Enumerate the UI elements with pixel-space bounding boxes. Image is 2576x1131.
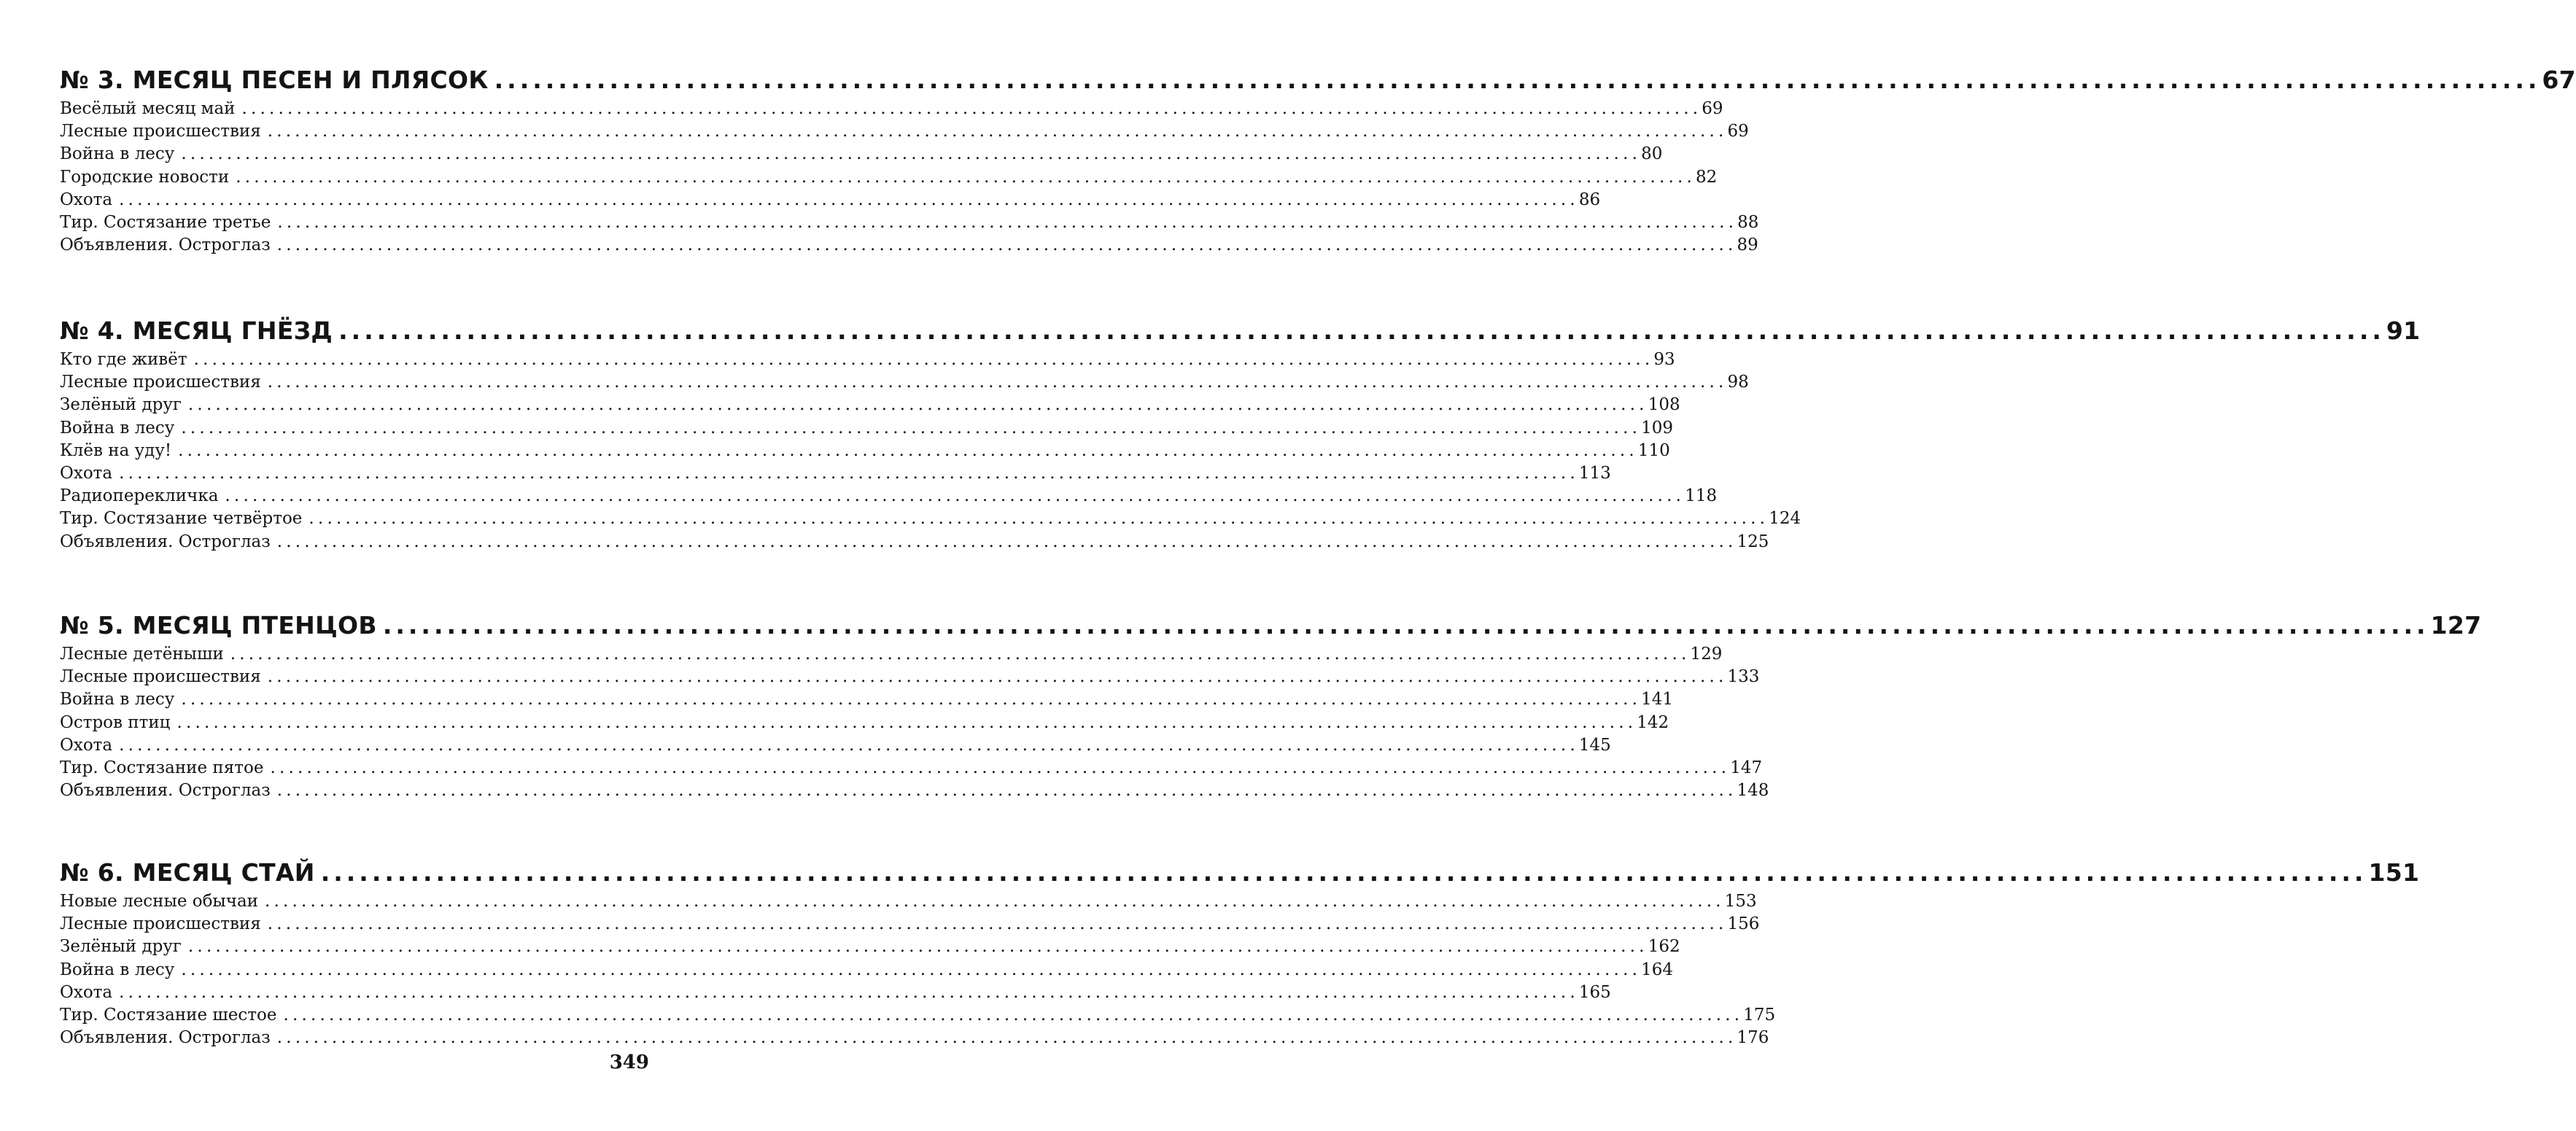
- entry-title: Лесные происшествия: [60, 667, 261, 687]
- entry-title: Новые лесные обычаи: [60, 892, 258, 911]
- entry-title: Остров птиц: [60, 712, 171, 732]
- entry-page-number: 82: [1696, 167, 1718, 187]
- dot-leader: ................................................................................................................................................................: [267, 914, 1728, 934]
- entry-title: Война в лесу: [60, 690, 175, 710]
- entry-title: Тир. Состязание шестое: [60, 1005, 277, 1025]
- toc-entry: [60, 417, 1673, 440]
- entry-title: Война в лесу: [60, 144, 175, 164]
- toc-entry: [60, 462, 1611, 485]
- toc-entry: [60, 349, 1675, 371]
- entry-page-number: 88: [1737, 212, 1759, 232]
- entry-list: [60, 890, 1776, 1049]
- entry-title: Лесные происшествия: [60, 914, 261, 934]
- toc-entry: [60, 508, 1801, 530]
- dot-leader: ................................................................................................................................................................: [338, 316, 2385, 345]
- entry-title: Объявления. Остроглаз: [60, 1028, 271, 1048]
- entry-title: Тир. Состязание пятое: [60, 758, 264, 777]
- entry-page-number: 176: [1737, 1028, 1769, 1048]
- toc-entry: [60, 936, 1680, 958]
- entry-list: [60, 349, 1801, 553]
- dot-leader: ................................................................................................................................................................: [178, 440, 1638, 460]
- dot-leader: ................................................................................................................................................................: [119, 735, 1579, 755]
- dot-leader: ................................................................................................................................................................: [181, 960, 1642, 979]
- toc-entry: [60, 143, 1663, 166]
- entry-page-number: 86: [1578, 190, 1601, 209]
- dot-leader: ................................................................................................................................................................: [309, 509, 1769, 529]
- dot-leader: ................................................................................................................................................................: [276, 532, 1737, 551]
- dot-leader: ................................................................................................................................................................: [265, 892, 1725, 911]
- section-heading: [60, 608, 2482, 643]
- toc-entry: [60, 734, 1611, 757]
- entry-page-number: 156: [1727, 914, 1760, 934]
- dot-leader: ................................................................................................................................................................: [320, 858, 2367, 887]
- entry-page-number: 118: [1685, 486, 1718, 506]
- entry-page-number: 175: [1743, 1005, 1776, 1025]
- entry-page-number: 124: [1769, 509, 1801, 529]
- dot-leader: ................................................................................................................................................................: [276, 781, 1737, 801]
- dot-leader: ................................................................................................................................................................: [382, 611, 2429, 640]
- section-title: № 3. МЕСЯЦ ПЕСЕН И ПЛЯСОК: [60, 66, 489, 94]
- section-title: № 5. МЕСЯЦ ПТЕНЦОВ: [60, 611, 377, 640]
- dot-leader: ................................................................................................................................................................: [119, 190, 1579, 209]
- section-title: № 6. МЕСЯЦ СТАЙ: [60, 858, 315, 887]
- entry-page-number: 162: [1648, 937, 1680, 957]
- toc-section: [60, 63, 2576, 257]
- toc-section: [60, 855, 2420, 1049]
- entry-page-number: 108: [1648, 395, 1680, 415]
- entry-title: Объявления. Остроглаз: [60, 781, 271, 801]
- entry-title: Война в лесу: [60, 960, 175, 979]
- page-number: 349: [609, 1052, 649, 1073]
- toc-entry: [60, 189, 1601, 211]
- entry-page-number: 141: [1641, 690, 1673, 710]
- entry-title: Лесные происшествия: [60, 373, 261, 392]
- entry-page-number: 147: [1730, 758, 1763, 777]
- entry-page-number: 165: [1578, 982, 1611, 1002]
- toc-entry: [60, 890, 1757, 913]
- toc-entry: [60, 913, 1760, 936]
- entry-title: Война в лесу: [60, 418, 175, 438]
- entry-page-number: 142: [1637, 712, 1669, 732]
- entry-title: Охота: [60, 463, 113, 483]
- dot-leader: ................................................................................................................................................................: [225, 486, 1685, 506]
- toc-entry: [60, 757, 1763, 780]
- entry-page-number: 153: [1724, 892, 1757, 911]
- toc-entry: [60, 712, 1669, 734]
- toc-entry: [60, 643, 1723, 666]
- dot-leader: ................................................................................................................................................................: [494, 66, 2541, 94]
- entry-page-number: 98: [1727, 373, 1749, 392]
- toc-entry: [60, 394, 1680, 416]
- entry-page-number: 113: [1578, 463, 1611, 483]
- toc-entry: [60, 120, 1749, 143]
- toc-section: [60, 314, 2421, 553]
- entry-list: [60, 643, 1769, 802]
- toc-entry: [60, 780, 1769, 802]
- dot-leader: ................................................................................................................................................................: [230, 645, 1691, 664]
- toc-section: [60, 608, 2482, 802]
- dot-leader: ................................................................................................................................................................: [119, 463, 1579, 483]
- dot-leader: ................................................................................................................................................................: [276, 1028, 1737, 1048]
- entry-page-number: 110: [1637, 440, 1670, 460]
- entry-page-number: 133: [1727, 667, 1760, 687]
- entry-page-number: 129: [1690, 645, 1723, 664]
- dot-leader: ................................................................................................................................................................: [267, 667, 1728, 687]
- toc-entry: [60, 982, 1611, 1004]
- toc-entry: [60, 371, 1749, 394]
- section-heading: [60, 314, 2421, 349]
- dot-leader: ................................................................................................................................................................: [187, 937, 1648, 957]
- entry-list: [60, 98, 1759, 257]
- entry-title: Охота: [60, 735, 113, 755]
- entry-page-number: 80: [1641, 144, 1663, 164]
- toc-entry: [60, 959, 1673, 982]
- toc-entry: [60, 1027, 1769, 1049]
- entry-page-number: 109: [1641, 418, 1673, 438]
- entry-page-number: 164: [1641, 960, 1673, 979]
- entry-page-number: 69: [1702, 99, 1723, 118]
- section-page-number: 67: [2542, 66, 2576, 94]
- toc-entry: [60, 531, 1769, 553]
- entry-title: Клёв на уду!: [60, 440, 172, 460]
- entry-page-number: 125: [1737, 532, 1769, 551]
- dot-leader: ................................................................................................................................................................: [176, 712, 1637, 732]
- dot-leader: ................................................................................................................................................................: [283, 1005, 1744, 1025]
- entry-title: Охота: [60, 190, 113, 209]
- toc-entry: [60, 666, 1760, 688]
- toc-entry: [60, 98, 1723, 120]
- section-page-number: 151: [2368, 858, 2420, 887]
- entry-title: Объявления. Остроглаз: [60, 532, 271, 551]
- dot-leader: ................................................................................................................................................................: [267, 373, 1728, 392]
- entry-page-number: 69: [1727, 122, 1749, 141]
- dot-leader: ................................................................................................................................................................: [267, 122, 1728, 141]
- entry-title: Зелёный друг: [60, 937, 182, 957]
- toc-entry: [60, 211, 1759, 234]
- entry-title: Лесные детёныши: [60, 645, 224, 664]
- dot-leader: ................................................................................................................................................................: [181, 690, 1642, 710]
- entry-title: Зелёный друг: [60, 395, 182, 415]
- dot-leader: ................................................................................................................................................................: [187, 395, 1648, 415]
- entry-title: Тир. Состязание третье: [60, 212, 271, 232]
- section-page-number: 91: [2386, 316, 2421, 345]
- section-title: № 4. МЕСЯЦ ГНЁЗД: [60, 316, 333, 345]
- dot-leader: ................................................................................................................................................................: [181, 144, 1642, 164]
- toc-entry: [60, 688, 1673, 711]
- dot-leader: ................................................................................................................................................................: [181, 418, 1642, 438]
- entry-title: Охота: [60, 982, 113, 1002]
- toc-entry: [60, 440, 1670, 462]
- entry-title: Городские новости: [60, 167, 230, 187]
- entry-title: Объявления. Остроглаз: [60, 236, 271, 255]
- entry-title: Кто где живёт: [60, 350, 187, 369]
- entry-title: Тир. Состязание четвёртое: [60, 509, 303, 529]
- dot-leader: ................................................................................................................................................................: [119, 982, 1579, 1002]
- entry-page-number: 148: [1737, 781, 1769, 801]
- section-heading: [60, 855, 2420, 890]
- dot-leader: ................................................................................................................................................................: [241, 99, 1702, 118]
- toc-entry: [60, 166, 1718, 189]
- toc-entry: [60, 485, 1718, 508]
- dot-leader: ................................................................................................................................................................: [276, 236, 1737, 255]
- entry-page-number: 145: [1578, 735, 1611, 755]
- section-page-number: 127: [2430, 611, 2482, 640]
- section-heading: [60, 63, 2576, 98]
- entry-title: Лесные происшествия: [60, 122, 261, 141]
- dot-leader: ................................................................................................................................................................: [236, 167, 1696, 187]
- dot-leader: ................................................................................................................................................................: [270, 758, 1731, 777]
- toc-entry: [60, 234, 1758, 257]
- dot-leader: ................................................................................................................................................................: [277, 212, 1738, 232]
- entry-page-number: 93: [1653, 350, 1675, 369]
- dot-leader: ................................................................................................................................................................: [193, 350, 1654, 369]
- entry-title: Радиоперекличка: [60, 486, 219, 506]
- toc-entry: [60, 1004, 1776, 1027]
- entry-page-number: 89: [1737, 236, 1758, 255]
- entry-title: Весёлый месяц май: [60, 99, 236, 118]
